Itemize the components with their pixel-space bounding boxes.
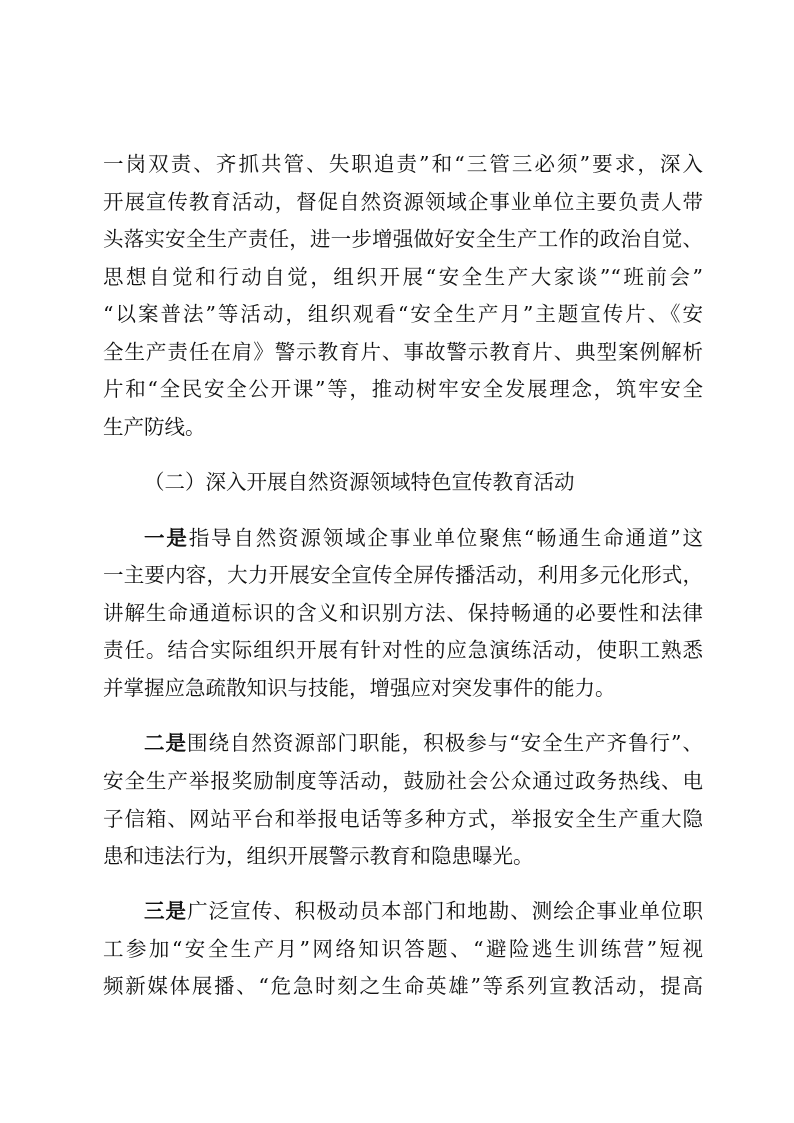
body-text-line: 一主要内容，大力开展安全宣传全屏传播活动，利用多元化形式， <box>103 563 703 587</box>
paragraph-first-line <box>144 897 703 925</box>
section-heading: （二）深入开展自然资源领域特色宣传教育活动 <box>144 470 575 494</box>
paragraph-first-line <box>144 524 703 552</box>
body-text-line: “以案普法”等活动，组织观看“安全生产月”主题宣传片、《安 <box>103 302 703 326</box>
body-text-line: 全生产责任在肩》警示教育片、事故警示教育片、典型案例解析 <box>103 340 703 364</box>
paragraph-first-line <box>144 729 703 757</box>
body-text-line: 生产防线。 <box>103 415 206 439</box>
paragraph-text: 围绕自然资源部门职能，积极参与“安全生产齐鲁行”、 <box>186 731 703 755</box>
body-text-line: 开展宣传教育活动，督促自然资源领域企事业单位主要负责人带 <box>103 190 703 214</box>
body-text-line: 工参加“安全生产月”网络知识答题、“避险逃生训练营”短视 <box>103 937 703 961</box>
paragraph-lead: 三是 <box>144 899 188 923</box>
body-text-line: 子信箱、网站平台和举报电话等多种方式，举报安全生产重大隐 <box>103 807 703 831</box>
body-text-line: 思想自觉和行动自觉，组织开展“安全生产大家谈”“班前会” <box>103 265 703 289</box>
body-text-line: 患和违法行为，组织开展警示教育和隐患曝光。 <box>103 844 534 868</box>
paragraph-text: 指导自然资源领域企事业单位聚焦“畅通生命通道”这 <box>188 526 703 550</box>
body-text-line: 频新媒体展播、“危急时刻之生命英雄”等系列宣教活动，提高 <box>103 974 703 998</box>
body-text-line: 并掌握应急疏散知识与技能，增强应对突发事件的能力。 <box>103 676 616 700</box>
paragraph-lead: 二是 <box>144 731 187 755</box>
body-text-line: 头落实安全生产责任，进一步增强做好安全生产工作的政治自觉、 <box>103 227 703 251</box>
body-text-line: 安全生产举报奖励制度等活动，鼓励社会公众通过政务热线、电 <box>103 769 703 793</box>
body-text-line: 一岗双责、齐抓共管、失职追责”和“三管三必须”要求，深入 <box>103 152 703 176</box>
body-text-line: 责任。结合实际组织开展有针对性的应急演练活动，使职工熟悉 <box>103 638 703 662</box>
body-text-line: 讲解生命通道标识的含义和识别方法、保持畅通的必要性和法律 <box>103 601 703 625</box>
paragraph-lead: 一是 <box>144 526 189 550</box>
paragraph-text: 广泛宣传、积极动员本部门和地勘、测绘企事业单位职 <box>187 899 704 923</box>
body-text-line: 片和“全民安全公开课”等，推动树牢安全发展理念，筑牢安全 <box>103 377 703 401</box>
